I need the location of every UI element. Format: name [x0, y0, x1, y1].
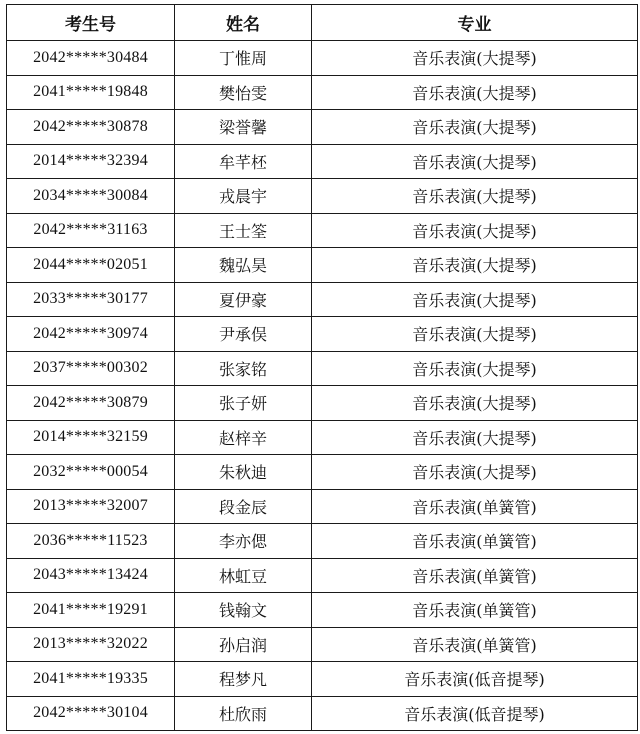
name-cell: 丁惟周: [175, 41, 312, 76]
major-cell: 音乐表演(单簧管): [312, 558, 638, 593]
table-row: [7, 558, 638, 593]
name-cell: 戎晨宇: [175, 179, 312, 214]
exam-id-cell: 2033*****30177: [7, 282, 175, 317]
table-row: [7, 386, 638, 421]
exam-id-cell: 2041*****19848: [7, 75, 175, 110]
header-row: [7, 5, 638, 41]
exam-id-cell: 2032*****00054: [7, 455, 175, 490]
table-row: [7, 317, 638, 352]
name-cell: 张子妍: [175, 386, 312, 421]
name-cell: 段金辰: [175, 489, 312, 524]
major-cell: 音乐表演(大提琴): [312, 213, 638, 248]
major-cell: 音乐表演(大提琴): [312, 110, 638, 145]
major-cell: 音乐表演(大提琴): [312, 420, 638, 455]
table-row: [7, 627, 638, 662]
header-name: 姓名: [175, 5, 312, 41]
name-cell: 李亦偲: [175, 524, 312, 559]
name-cell: 张家铭: [175, 351, 312, 386]
name-cell: 尹承俣: [175, 317, 312, 352]
name-cell: 程梦凡: [175, 662, 312, 697]
name-cell: 赵梓辛: [175, 420, 312, 455]
table-row: [7, 351, 638, 386]
major-cell: 音乐表演(低音提琴): [312, 696, 638, 731]
name-cell: 牟芊柸: [175, 144, 312, 179]
table-row: [7, 593, 638, 628]
table-body: [7, 41, 638, 731]
exam-id-cell: 2042*****30104: [7, 696, 175, 731]
header-exam-id: 考生号: [7, 5, 175, 41]
major-cell: 音乐表演(大提琴): [312, 386, 638, 421]
major-cell: 音乐表演(大提琴): [312, 144, 638, 179]
header-major: 专业: [312, 5, 638, 41]
major-cell: 音乐表演(单簧管): [312, 524, 638, 559]
exam-id-cell: 2014*****32159: [7, 420, 175, 455]
major-cell: 音乐表演(大提琴): [312, 248, 638, 283]
exam-id-cell: 2042*****30484: [7, 41, 175, 76]
table-row: [7, 110, 638, 145]
name-cell: 樊怡雯: [175, 75, 312, 110]
table-row: [7, 524, 638, 559]
table-row: [7, 282, 638, 317]
admission-list-table: [6, 4, 638, 731]
major-cell: 音乐表演(单簧管): [312, 489, 638, 524]
name-cell: 孙启润: [175, 627, 312, 662]
name-cell: 梁誉馨: [175, 110, 312, 145]
exam-id-cell: 2036*****11523: [7, 524, 175, 559]
table-row: [7, 455, 638, 490]
table-row: [7, 41, 638, 76]
exam-id-cell: 2013*****32022: [7, 627, 175, 662]
exam-id-cell: 2041*****19291: [7, 593, 175, 628]
major-cell: 音乐表演(大提琴): [312, 179, 638, 214]
name-cell: 林虹豆: [175, 558, 312, 593]
exam-id-cell: 2042*****31163: [7, 213, 175, 248]
major-cell: 音乐表演(大提琴): [312, 455, 638, 490]
major-cell: 音乐表演(大提琴): [312, 75, 638, 110]
table-row: [7, 696, 638, 731]
exam-id-cell: 2042*****30878: [7, 110, 175, 145]
table-header: [7, 5, 638, 41]
major-cell: 音乐表演(单簧管): [312, 593, 638, 628]
exam-id-cell: 2041*****19335: [7, 662, 175, 697]
name-cell: 朱秋迪: [175, 455, 312, 490]
major-cell: 音乐表演(低音提琴): [312, 662, 638, 697]
exam-id-cell: 2042*****30974: [7, 317, 175, 352]
major-cell: 音乐表演(大提琴): [312, 41, 638, 76]
exam-id-cell: 2044*****02051: [7, 248, 175, 283]
table-row: [7, 248, 638, 283]
major-cell: 音乐表演(单簧管): [312, 627, 638, 662]
exam-id-cell: 2034*****30084: [7, 179, 175, 214]
major-cell: 音乐表演(大提琴): [312, 317, 638, 352]
table-row: [7, 420, 638, 455]
table-row: [7, 179, 638, 214]
name-cell: 夏伊豪: [175, 282, 312, 317]
table-row: [7, 75, 638, 110]
exam-id-cell: 2013*****32007: [7, 489, 175, 524]
table-row: [7, 144, 638, 179]
name-cell: 王士筌: [175, 213, 312, 248]
exam-id-cell: 2037*****00302: [7, 351, 175, 386]
exam-id-cell: 2043*****13424: [7, 558, 175, 593]
name-cell: 杜欣雨: [175, 696, 312, 731]
table-row: [7, 662, 638, 697]
table-row: [7, 213, 638, 248]
table-row: [7, 489, 638, 524]
name-cell: 钱翰文: [175, 593, 312, 628]
name-cell: 魏弘昊: [175, 248, 312, 283]
major-cell: 音乐表演(大提琴): [312, 351, 638, 386]
exam-id-cell: 2042*****30879: [7, 386, 175, 421]
major-cell: 音乐表演(大提琴): [312, 282, 638, 317]
exam-id-cell: 2014*****32394: [7, 144, 175, 179]
